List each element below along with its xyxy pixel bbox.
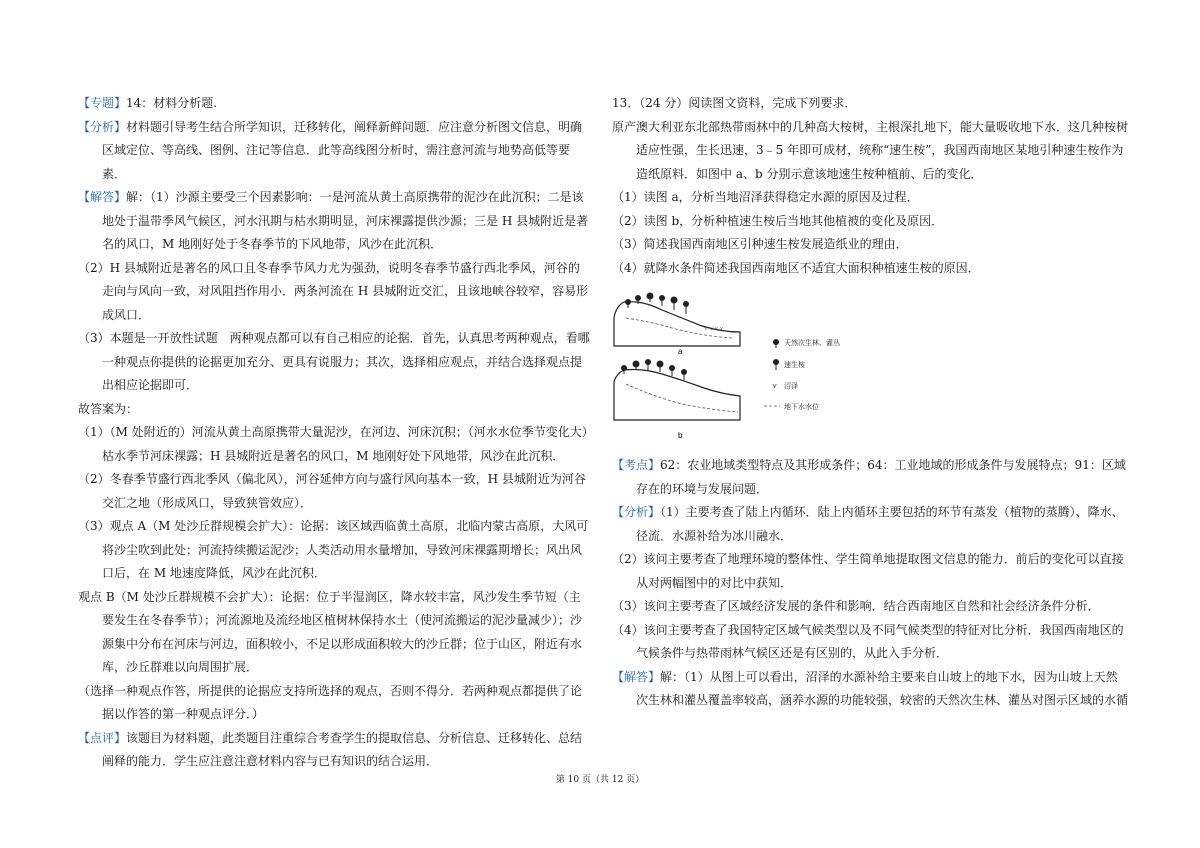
answer-heading: 故答案为： bbox=[78, 401, 139, 416]
analysis-tag: 【分析】 bbox=[78, 119, 127, 134]
analysis-right-4: （4）该问主要考查了我国特定区域气候类型以及不同气候类型的特征对比分析．我国西南地区的气候条件与热带雨林气候区还是有区别的，从此入手分析． bbox=[612, 622, 1124, 660]
svg-text:⋎ ⋎ ⋎ ⋎: ⋎ ⋎ ⋎ ⋎ bbox=[704, 326, 724, 332]
legend-eucalyptus: 速生桉 bbox=[784, 362, 805, 369]
comment-tag: 【点评】 bbox=[78, 730, 127, 745]
legend-marsh: 沼泽 bbox=[784, 383, 798, 390]
eucalyptus-diagram bbox=[612, 288, 872, 448]
diagram-panel-b bbox=[614, 359, 740, 420]
analysis-right-tag: 【分析】 bbox=[612, 505, 661, 519]
answer-tag: 【解答】 bbox=[78, 190, 127, 204]
right-column bbox=[612, 92, 1128, 713]
knowledge-tag: 【考点】 bbox=[612, 458, 661, 472]
final-answer-3a: （3）观点 A（M 处沙丘群规模会扩大）：论据：该区域西临黄土高原，北临内蒙古高原，大风可将沙尘吹到此处；河流持续搬运泥沙；人类活动用水量增加，导致河床裸露期增长；风出风口后，在 M 地速度降低，风沙在此沉积． bbox=[78, 519, 589, 580]
page-footer: 第 10 页（共 12 页） bbox=[555, 775, 645, 785]
legend-secondary-forest: 天然次生林、灌丛 bbox=[784, 340, 840, 347]
left-column bbox=[78, 92, 590, 774]
question-4: （4）就降水条件简述我国西南地区不适宜大面积种植速生桉的原因． bbox=[612, 260, 980, 275]
scoring-note: （选择一种观点作答，所提供的论据应支持所选择的观点，否则不得分．若两种观点都提供了论据以作答的第一种观点评分．） bbox=[78, 683, 583, 721]
analysis-right: 【分析】（1）主要考查了陆上内循环．陆上内循环主要包括的环节有蒸发（植物的蒸腾）、降水、径流．水源补给为冰川融水． bbox=[612, 505, 1124, 543]
comment-paragraph: 【点评】该题目为材料题，此类题目注重综合考查学生的提取信息、分析信息、迁移转化、总结阐释的能力．学生应注意注意材料内容与已有知识的结合运用． bbox=[78, 730, 583, 768]
answer-right-tag: 【解答】 bbox=[612, 669, 661, 684]
question-1: （1）读图 a，分析当地沼泽获得稳定水源的原因及过程． bbox=[612, 190, 919, 204]
answer-paragraph: 【解答】解：（1）沙源主要受三个因素影响：一是河流从黄土高原携带的泥沙在此沉积；二是该地处于温带季风气候区，河水汛期与枯水期明显，河床裸露提供沙源；三是 H 县城附近是著名的风口，M 地刚好处于冬春季节的下风地带，风沙在此沉积． bbox=[78, 190, 589, 251]
special-topic-tag: 【专题】 bbox=[78, 96, 127, 110]
legend-groundwater: 地下水水位 bbox=[784, 404, 819, 411]
analysis-right-2: （2）该问主要考查了地理环境的整体性、学生简单地提取图文信息的能力．前后的变化可以直接从对两幅图中的对比中获知． bbox=[612, 552, 1124, 590]
final-answer-2: （2）冬春季节盛行西北季风（偏北风），河谷延伸方向与盛行风向基本一致，H 县城附近为河谷交汇之地（形成风口，导致狭管效应）． bbox=[78, 472, 586, 510]
question-3: （3）简述我国西南地区引种速生桉发展造纸业的理由． bbox=[612, 237, 908, 251]
panel-a-label: a bbox=[678, 347, 683, 356]
panel-b-label: b bbox=[678, 431, 683, 440]
final-answer-1: （1）（M 处附近的）河流从黄土高原携带大量泥沙，在河边、河床沉积；（河水水位季节变化大）枯水季节河床裸露；H 县城附近是著名的风口，M 地刚好处下风地带，风沙在此沉积． bbox=[78, 425, 588, 463]
question-title: 13．（24 分）阅读图文资料，完成下列要求． bbox=[612, 96, 857, 110]
analysis-right-3: （3）该问主要考查了区域经济发展的条件和影响．结合西南地区自然和社会经济条件分析． bbox=[612, 599, 1100, 613]
diagram-legend bbox=[764, 338, 840, 411]
diagram-panel-a bbox=[614, 293, 740, 347]
final-answer-3b: 观点 B（M 处沙丘群规模不会扩大）：论据：位于半湿润区，降水较丰富，风沙发生季节短（主要发生在冬春季节）；河流源地及流经地区植树林保持水土（使河流搬运的泥沙量减少）；沙源集中分布在河床与河边，面积较小，不足以形成面积较大的沙丘群；位于山区，附近有水库，沙丘群难以向周围扩展． bbox=[78, 589, 583, 674]
answer-part-2: （2）H 县城附近是著名的风口且冬春季节风力尤为强劲，说明冬春季节盛行西北季风，河谷的走向与风向一致，对风阻挡作用小．两条河流在 H 县城附近交汇，且该地峡谷较窄，容易形成风口． bbox=[78, 260, 589, 322]
analysis-paragraph: 【分析】材料题引导考生结合所学知识，迁移转化，阐释新鲜问题．应注意分析图文信息，明确区域定位、等高线、图例、注记等信息．此等高线图分析时，需注意河流与地势高低等要素． bbox=[78, 119, 583, 181]
question-material: 原产澳大利亚东北部热带雨林中的几种高大桉树，主根深扎地下，能大量吸收地下水．这几种桉树适应性强，生长迅速，3﹣5 年即可成材，统称“速生桉”，我国西南地区某地引种速生桉作为造纸原料．如图中 a、b 分别示意该地速生桉种植前、后的变化． bbox=[612, 119, 1129, 181]
answer-part-3: （3）本题是一开放性试题 两种观点都可以有自己相应的论据．首先，认真思考两种观点，看哪一种观点你提供的论据更加充分、更具有说服力；其次，选择相应观点，并结合选择观点提出相应论据即可． bbox=[78, 331, 590, 392]
knowledge-points: 【考点】62：农业地域类型特点及其形成条件；64：工业地域的形成条件与发展特点；91：区域存在的环境与发展问题． bbox=[612, 458, 1126, 496]
answer-right: 【解答】解：（1）从图上可以看出，沼泽的水源补给主要来自山坡上的地下水，因为山坡上天然次生林和灌丛覆盖率较高，涵养水源的功能较强，较密的天然次生林、灌丛对图示区域的水循 bbox=[612, 669, 1129, 707]
special-topic: 【专题】14：材料分析题. bbox=[78, 96, 218, 110]
question-2: （2）读图 b，分析种植速生桉后当地其他植被的变化及原因． bbox=[612, 213, 944, 228]
marsh-icon: ⋎ bbox=[772, 383, 778, 390]
